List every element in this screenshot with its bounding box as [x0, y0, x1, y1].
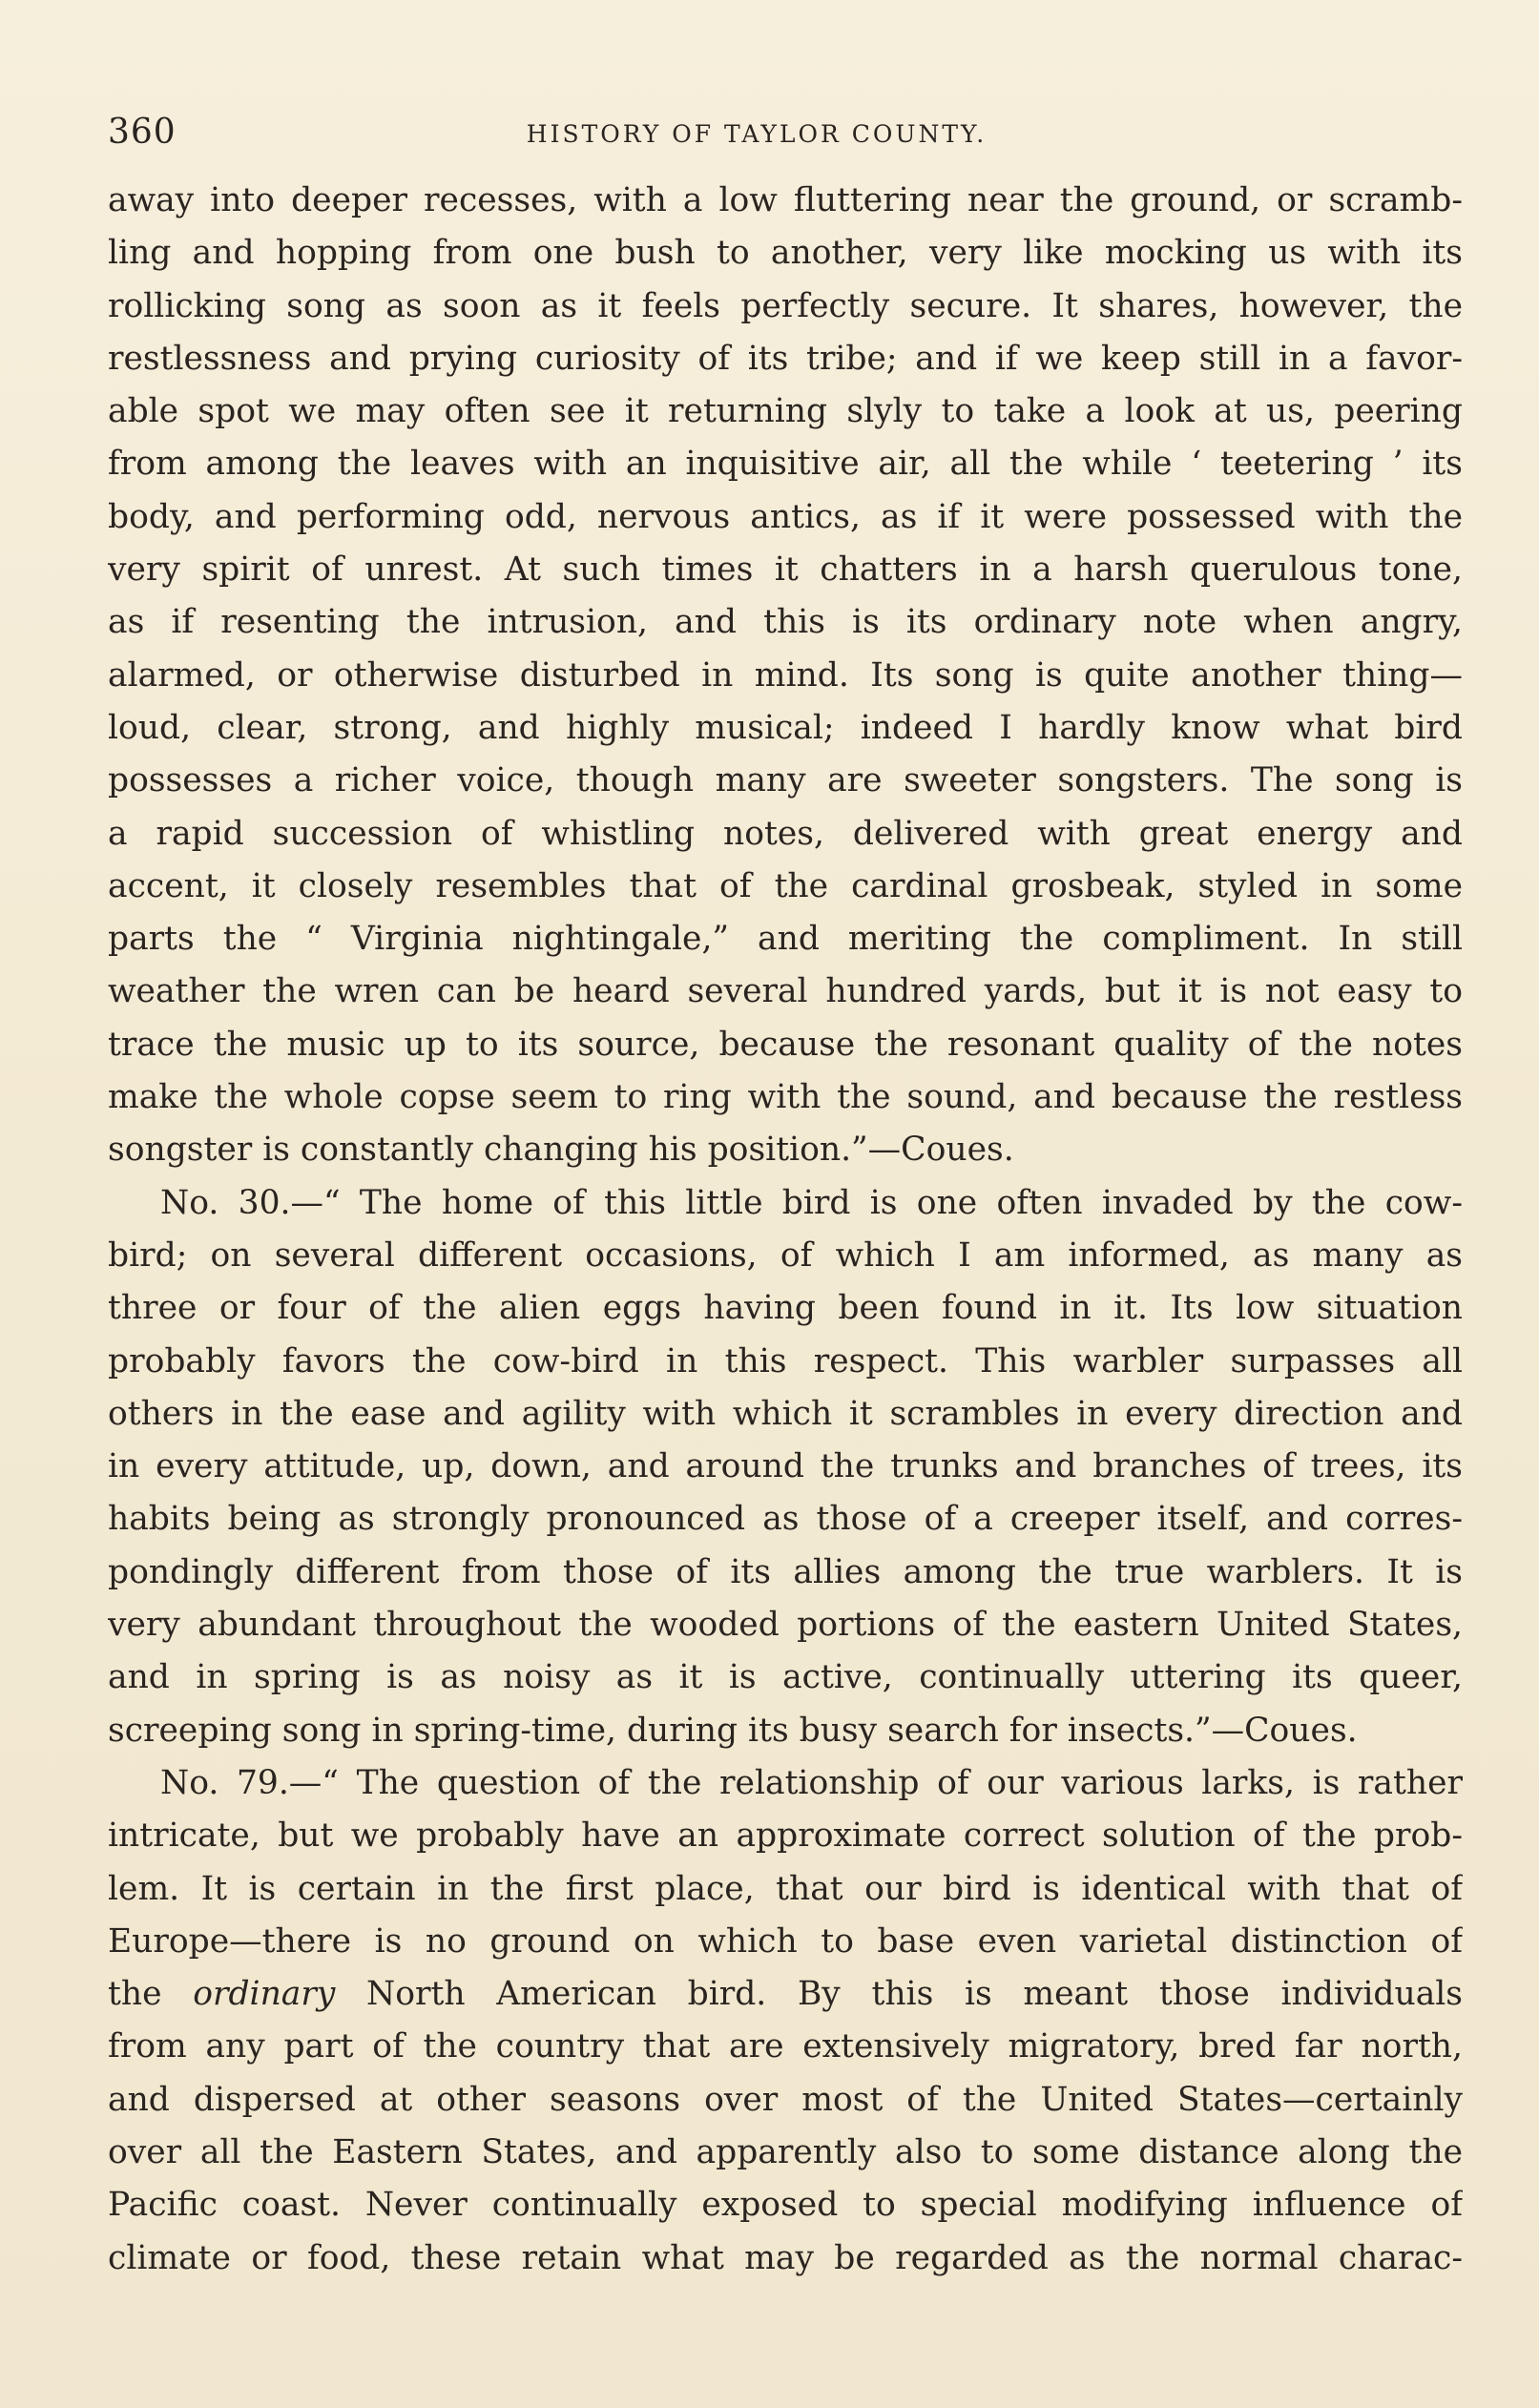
text-line: possesses a richer voice, though many are sweeter songsters. The song is — [108, 761, 1463, 800]
italic-word: ordinary — [193, 1975, 336, 2014]
text-line: probably favors the cow-bird in this respect. This warbler surpasses all — [108, 1341, 1463, 1380]
text-line: pondingly different from those of its allies among the true warblers. It is — [108, 1552, 1463, 1591]
text-line-paragraph-end: songster is constantly changing his position.”—Coues. — [108, 1131, 1014, 1170]
text-line: rollicking song as soon as it feels perfectly secure. It shares, however, the — [108, 286, 1463, 325]
text-line: three or four of the alien eggs having been found in it. Its low situation — [108, 1289, 1463, 1328]
text-line: bird; on several different occasions, of which I am informed, as many as — [108, 1235, 1463, 1275]
text-line: Europe—there is no ground on which to base even varietal distinction of — [108, 1921, 1463, 1961]
text-line: make the whole copse seem to ring with the sound, and because the restless — [108, 1078, 1463, 1117]
text-line: climate or food, these retain what may be regarded as the normal charac- — [108, 2238, 1463, 2277]
text-line: parts the “ Virginia nightingale,” and meriting the compliment. In still — [108, 920, 1463, 959]
text-line: as if resenting the intrusion, and this is its ordinary note when angry, — [108, 603, 1463, 642]
running-title: HISTORY OF TAYLOR COUNTY. — [526, 120, 988, 148]
text-line: very abundant throughout the wooded portions of the eastern United States, — [108, 1606, 1463, 1645]
running-head — [108, 113, 1463, 160]
text-line: Pacific coast. Never continually exposed to special modifying influence of — [108, 2186, 1463, 2225]
text-line: able spot we may often see it returning slyly to take a look at us, peering — [108, 392, 1463, 431]
text-line: accent, it closely resembles that of the cardinal grosbeak, styled in some — [108, 866, 1463, 905]
text-line: over all the Eastern States, and apparently also to some distance along the — [108, 2132, 1463, 2171]
text-line-paragraph-start: No. 30.—“ The home of this little bird is one often invaded by the cow- — [160, 1183, 1463, 1222]
text-line: habits being as strongly pronounced as those of a creeper itself, and corres- — [108, 1500, 1463, 1539]
text-line: away into deeper recesses, with a low fluttering near the ground, or scramb- — [108, 181, 1463, 219]
text-line: a rapid succession of whistling notes, delivered with great energy and — [108, 814, 1463, 853]
body-text — [108, 175, 1463, 2285]
text-line: and dispersed at other seasons over most of the United States—certainly — [108, 2080, 1463, 2119]
text-line: lem. It is certain in the first place, that our bird is identical with that of — [108, 1869, 1463, 1908]
text-line: alarmed, or otherwise disturbed in mind. Its song is quite another thing— — [108, 655, 1463, 695]
text-line: in every attitude, up, down, and around the trunks and branches of trees, its — [108, 1447, 1463, 1486]
text-line: from any part of the country that are extensively migratory, bred far north, — [108, 2027, 1463, 2066]
text-line: very spirit of unrest. At such times it chatters in a harsh querulous tone, — [108, 550, 1463, 590]
text-span: North American bird. By this is meant those individuals — [366, 1975, 1463, 2014]
text-line: ling and hopping from one bush to another, very like mocking us with its — [108, 234, 1463, 273]
text-line: loud, clear, strong, and highly musical; indeed I hardly know what bird — [108, 708, 1463, 747]
text-line-paragraph-end: screeping song in spring-time, during its busy search for insects.”—Coues. — [108, 1711, 1358, 1750]
text-line: and in spring is as noisy as it is active, continually uttering its queer, — [108, 1658, 1463, 1697]
text-line-with-italic — [108, 1968, 1463, 2021]
text-line: weather the wren can be heard several hundred yards, but it is not easy to — [108, 972, 1463, 1011]
text-line: trace the music up to its source, because the resonant quality of the notes — [108, 1025, 1463, 1064]
text-line: others in the ease and agility with which it scrambles in every direction and — [108, 1394, 1463, 1433]
text-line: intricate, but we probably have an approximate correct solution of the prob- — [108, 1816, 1463, 1856]
page-number: 360 — [108, 113, 177, 152]
text-line: body, and performing odd, nervous antics, as if it were possessed with the — [108, 497, 1463, 536]
text-line: from among the leaves with an inquisitive air, all the while ‘ teetering ’ its — [108, 445, 1463, 484]
text-span: the — [108, 1975, 162, 2014]
text-line-paragraph-start: No. 79.—“ The question of the relationship of our various larks, is rather — [160, 1763, 1463, 1802]
text-line: restlessness and prying curiosity of its tribe; and if we keep still in a favor- — [108, 339, 1463, 378]
